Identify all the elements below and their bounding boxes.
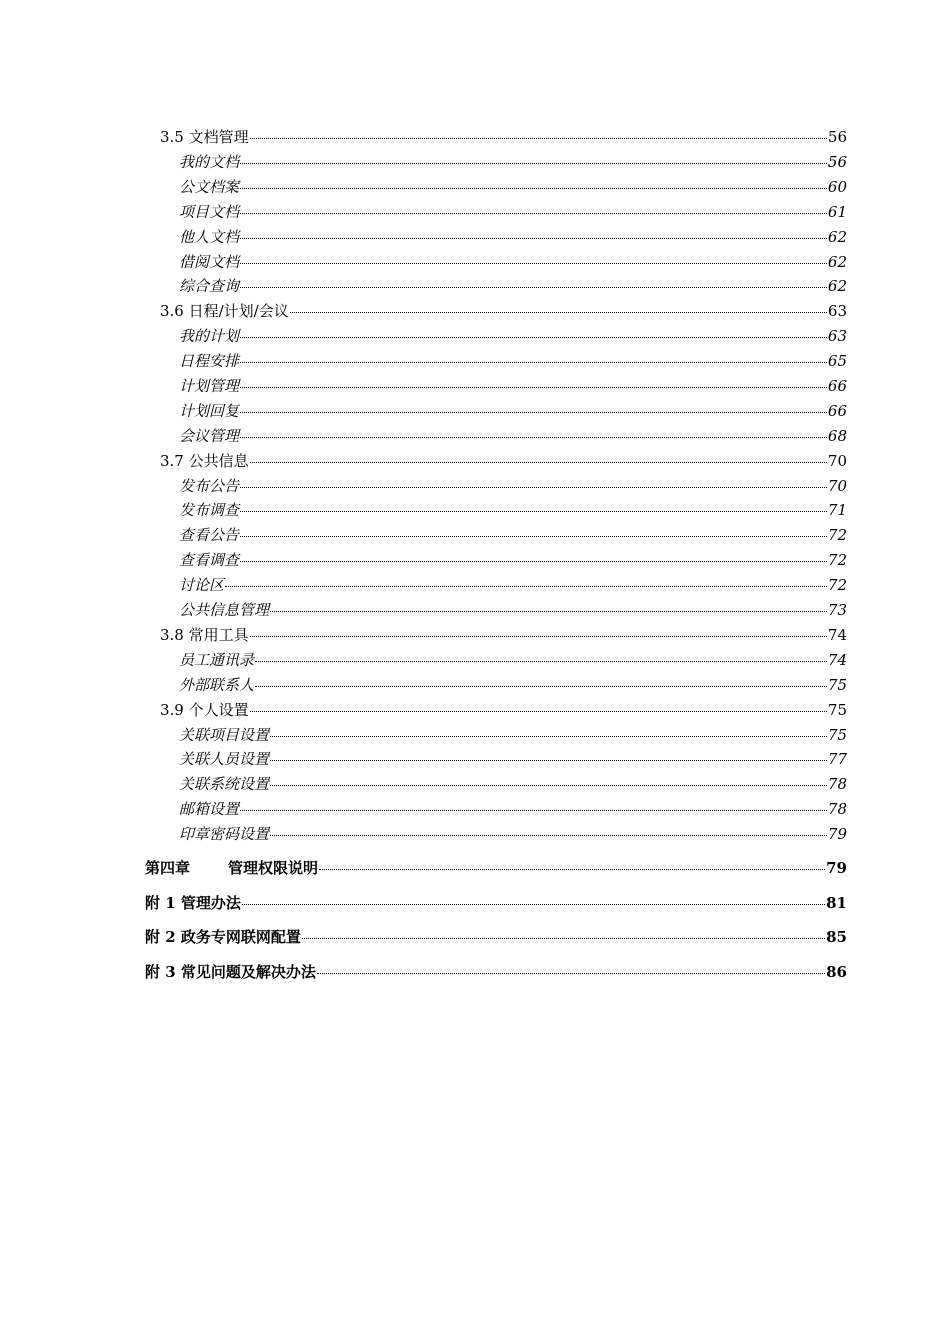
toc-page-number: 75 [827,701,847,719]
toc-entry-title: 项目文档 [179,203,240,221]
toc-entry[interactable] [160,700,847,720]
toc-entry-title: 我的计划 [179,327,240,345]
toc-entry-title: 计划管理 [179,377,240,395]
toc-entry[interactable] [160,451,847,471]
toc-dot-leader [317,973,825,974]
toc-entry[interactable] [160,127,847,147]
toc-page-number: 75 [827,676,847,694]
toc-chapter-title: 管理权限说明 [228,859,319,877]
toc-entry-title [145,858,318,878]
toc-entry-title: 关联系统设置 [179,775,270,793]
toc-entry-title: 会议管理 [179,427,240,445]
toc-entry[interactable] [179,476,847,496]
toc-entry-title: 借阅文档 [179,253,240,271]
toc-entry[interactable] [179,152,847,172]
toc-entry[interactable] [179,575,847,595]
toc-entry[interactable] [179,202,847,222]
toc-page-number: 75 [827,726,847,744]
toc-page-number: 62 [827,228,847,246]
toc-dot-leader [255,661,827,662]
toc-page-number: 62 [827,277,847,295]
toc-dot-leader [270,760,827,761]
toc-dot-leader [240,810,827,811]
toc-dot-leader [270,785,827,786]
toc-entry-title: 发布公告 [179,477,240,495]
toc-dot-leader [270,835,827,836]
toc-dot-leader [240,287,827,288]
toc-entry[interactable] [145,962,847,982]
toc-entry-title: 日程安排 [179,352,240,370]
toc-page-number: 66 [827,402,847,420]
toc-entry-title: 综合查询 [179,277,240,295]
toc-page-number: 72 [827,526,847,544]
toc-entry[interactable] [179,177,847,197]
toc-entry[interactable] [179,426,847,446]
toc-dot-leader [250,636,827,637]
toc-page-number: 56 [827,128,847,146]
toc-entry[interactable] [179,401,847,421]
toc-entry-title: 附 2 政务专网联网配置 [145,928,301,946]
toc-entry-title: 邮箱设置 [179,800,240,818]
toc-entry-title: 3.6 日程/计划/会议 [160,302,289,320]
toc-dot-leader [319,869,825,870]
toc-page-number: 73 [827,601,847,619]
toc-dot-leader [240,412,827,413]
toc-entry[interactable] [160,301,847,321]
toc-dot-leader [240,561,827,562]
toc-dot-leader [250,711,827,712]
toc-page-number: 70 [827,477,847,495]
toc-dot-leader [270,611,827,612]
toc-dot-leader [240,362,827,363]
toc-page-number: 68 [827,427,847,445]
toc-dot-leader [250,138,827,139]
toc-entry-title: 员工通讯录 [179,651,255,669]
toc-dot-leader [240,263,827,264]
toc-entry[interactable] [179,675,847,695]
toc-entry-title: 附 3 常见问题及解决办法 [145,963,316,981]
toc-entry-title: 外部联系人 [179,676,255,694]
toc-dot-leader [270,736,827,737]
toc-dot-leader [255,686,827,687]
toc-entry[interactable] [179,725,847,745]
toc-entry[interactable] [160,625,847,645]
toc-entry[interactable] [179,749,847,769]
toc-entry-title: 关联人员设置 [179,750,270,768]
toc-page-number: 70 [827,452,847,470]
toc-page-number: 65 [827,352,847,370]
toc-page-number: 72 [827,576,847,594]
toc-entry-title: 3.8 常用工具 [160,626,249,644]
toc-page-number: 79 [826,859,847,877]
toc-entry[interactable] [179,351,847,371]
toc-page-number: 78 [827,800,847,818]
toc-entry[interactable] [179,252,847,272]
toc-entry-title: 查看调查 [179,551,240,569]
toc-page-number: 56 [827,153,847,171]
toc-page-number: 63 [827,327,847,345]
toc-page-number: 61 [827,203,847,221]
toc-entry-title: 我的文档 [179,153,240,171]
toc-dot-leader [240,188,827,189]
toc-entry-title: 计划回复 [179,402,240,420]
toc-entry[interactable] [179,600,847,620]
toc-entry[interactable] [145,893,847,913]
toc-dot-leader [240,437,827,438]
toc-chapter-label: 第四章 [145,859,191,877]
toc-page-number: 60 [827,178,847,196]
toc-entry-title: 公共信息管理 [179,601,270,619]
toc-page-number: 72 [827,551,847,569]
toc-page-number: 79 [827,825,847,843]
toc-dot-leader [240,213,827,214]
toc-page-number: 78 [827,775,847,793]
toc-entry[interactable] [179,824,847,844]
toc-dot-leader [240,387,827,388]
toc-dot-leader [240,536,827,537]
toc-dot-leader [302,938,825,939]
toc-entry[interactable] [179,799,847,819]
toc-entry-title: 关联项目设置 [179,726,270,744]
toc-dot-leader [225,586,827,587]
toc-page-number: 62 [827,253,847,271]
toc-page-number: 77 [827,750,847,768]
toc-dot-leader [240,511,827,512]
toc-dot-leader [290,312,827,313]
toc-page-number: 63 [827,302,847,320]
toc-dot-leader [250,462,827,463]
toc-entry[interactable] [179,525,847,545]
toc-entry-title: 3.7 公共信息 [160,452,249,470]
toc-entry-title: 印章密码设置 [179,825,270,843]
toc-entry[interactable] [145,927,847,947]
toc-dot-leader [240,487,827,488]
toc-entry-title: 查看公告 [179,526,240,544]
toc-page-number: 85 [826,928,847,946]
toc-page-number: 81 [826,894,847,912]
toc-page-number: 74 [827,651,847,669]
toc-entry-title: 他人文档 [179,228,240,246]
toc-entry[interactable] [179,650,847,670]
toc-entry[interactable] [179,227,847,247]
toc-entry-title: 3.9 个人设置 [160,701,249,719]
toc-entry[interactable] [179,326,847,346]
toc-page-number: 86 [826,963,847,981]
toc-entry-title: 发布调查 [179,501,240,519]
toc-dot-leader [240,238,827,239]
toc-dot-leader [240,337,827,338]
toc-entry[interactable] [179,774,847,794]
toc-entry-title: 讨论区 [179,576,225,594]
toc-entry-title: 3.5 文档管理 [160,128,249,146]
toc-dot-leader [240,163,827,164]
toc-entry[interactable] [179,276,847,296]
toc-page-number: 71 [827,501,847,519]
toc-entry-title: 附 1 管理办法 [145,894,241,912]
toc-page-number: 66 [827,377,847,395]
toc-dot-leader [242,904,825,905]
toc-entry[interactable] [145,858,847,878]
toc-entry[interactable] [179,376,847,396]
toc-entry-title: 公文档案 [179,178,240,196]
toc-page-number: 74 [827,626,847,644]
toc-entry[interactable] [179,550,847,570]
toc-entry[interactable] [179,500,847,520]
